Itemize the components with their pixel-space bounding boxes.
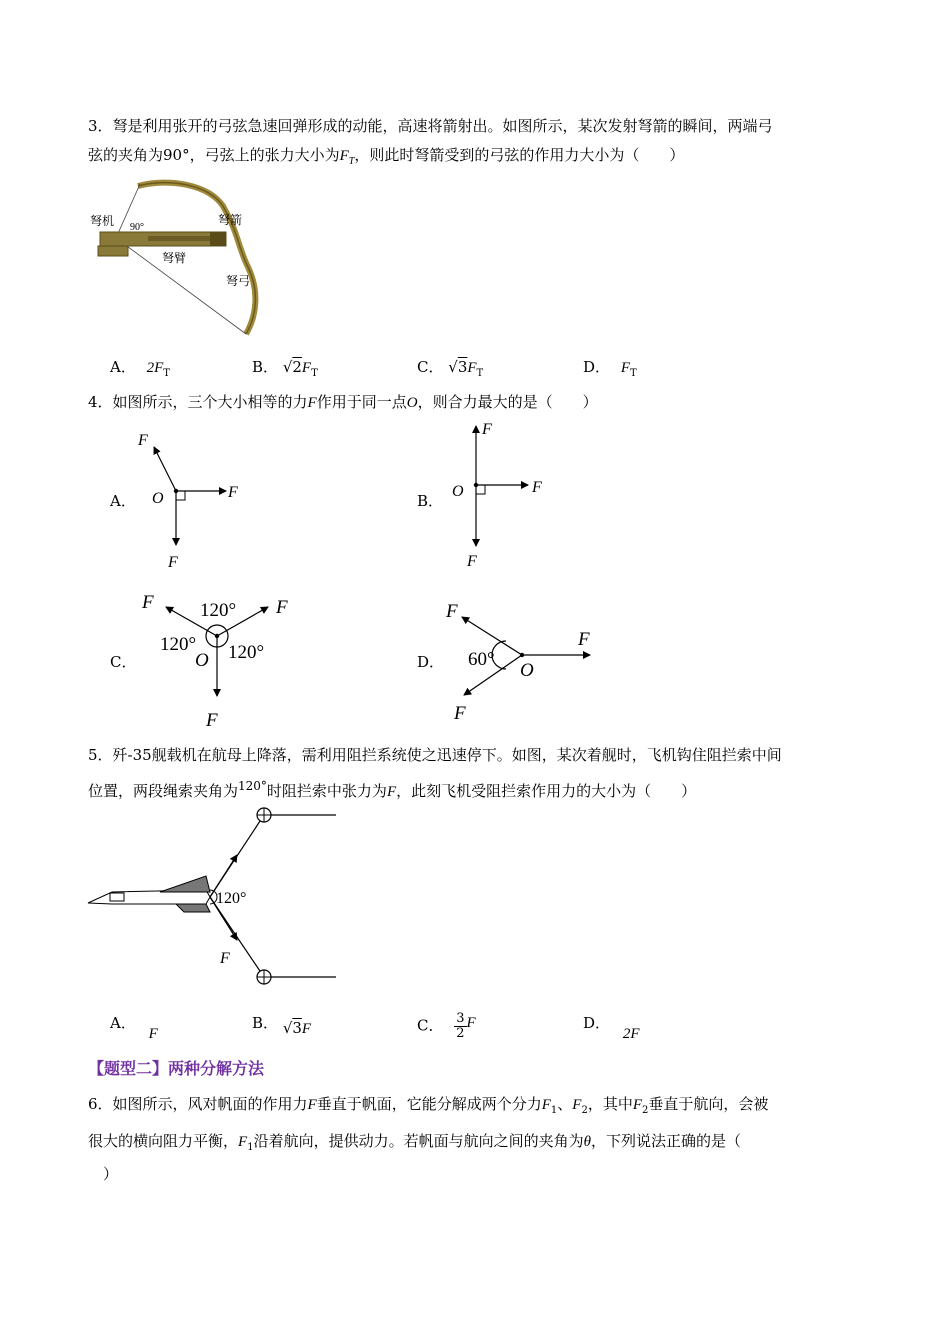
label-o: O <box>195 650 209 671</box>
q6-f1-sub: 1 <box>550 1105 558 1116</box>
q6-f2: F <box>632 1097 643 1113</box>
option-b-root: 3 <box>292 1019 302 1037</box>
label-arrow: 弩箭 <box>218 213 243 227</box>
q6-f1: F <box>541 1097 551 1113</box>
q4-figure-d <box>440 595 610 730</box>
option-d-val: 2F <box>622 1026 640 1042</box>
q6-text-b: 垂直于帆面，它能分解成两个分力 <box>316 1095 542 1113</box>
label-f: F <box>168 554 178 571</box>
arresting-cable-figure <box>88 800 348 990</box>
q4-var-o: O <box>406 395 418 411</box>
q4-stem-c: ，则合力最大的是（ ） <box>417 393 598 411</box>
label-f: F <box>454 703 466 724</box>
fraction-numerator: 3 <box>456 1011 465 1026</box>
q3-stem-line1: 3．弩是利用张开的弓弦急速回弹形成的动能，高速将箭射出。如图所示，某次发射弩箭的瞬间，两端弓 <box>88 117 773 135</box>
q5-stem-a: 位置，两段绳索夹角为 <box>88 782 239 800</box>
option-c-sub: T <box>476 368 484 379</box>
label-o: O <box>520 660 534 681</box>
q3-option-d[interactable] <box>583 356 637 379</box>
q6-var-f: F <box>307 1097 317 1113</box>
point-o <box>215 634 219 638</box>
option-c-var: F <box>467 360 477 376</box>
option-label: D． <box>583 1014 611 1032</box>
q3-var-sub: T <box>348 156 355 167</box>
label-120: 120° <box>216 890 247 907</box>
label-o: O <box>452 483 464 500</box>
q3-var-f: F <box>339 148 349 164</box>
q5-option-a[interactable] <box>110 1012 158 1042</box>
q3-option-a[interactable] <box>110 356 170 379</box>
q6-text-e: 很大的横向阻力平衡， <box>88 1132 239 1150</box>
option-a-sub: T <box>163 368 170 379</box>
q6-text-f: 沿着航向，提供动力。若帆面与航向之间的夹角为 <box>253 1132 584 1150</box>
q6-text-d: 垂直于航向，会被 <box>648 1095 769 1113</box>
q6-stem-line3: ） <box>88 1165 119 1183</box>
q4-stem-b: 作用于同一点 <box>316 393 407 411</box>
point-o <box>174 489 178 493</box>
q4-option-c[interactable]: C． <box>110 653 137 671</box>
option-label: A． <box>110 358 136 376</box>
aircraft-cockpit <box>110 893 124 901</box>
force-arrow <box>154 447 176 491</box>
q5-stem-line1: 5．歼-35舰载机在航母上降落，需利用阻拦系统使之迅速停下。如图，某次着舰时，飞机钩住阻拦索中间 <box>88 746 782 764</box>
label-f: F <box>138 432 148 449</box>
q4-stem-a: 4．如图所示，三个大小相等的力 <box>88 393 308 411</box>
q5-stem-line2 <box>88 776 696 802</box>
option-label: A． <box>110 1014 136 1032</box>
q4-figure-a <box>130 425 260 575</box>
q6-text-a: 6．如图所示，风对帆面的作用力 <box>88 1095 308 1113</box>
sqrt-sign: √ <box>282 1019 293 1037</box>
option-d-var: F <box>620 360 630 376</box>
q4-option-d[interactable]: D． <box>417 653 445 671</box>
q5-var-f: F <box>386 784 397 800</box>
option-label: D． <box>583 358 611 376</box>
q3-stem-text-a: 弦的夹角为90°，弓弦上的张力大小为 <box>88 146 340 164</box>
option-b-sub: T <box>311 368 318 379</box>
label-jiji: 弩机 <box>90 214 115 228</box>
q6-f2-sub: 2 <box>581 1105 588 1116</box>
label-f: F <box>206 710 218 731</box>
aircraft-tail <box>176 904 210 912</box>
option-a-coef: 2 <box>146 360 155 376</box>
q4-figure-c <box>138 588 308 733</box>
option-a-var: F <box>154 360 164 376</box>
label-60: 60° <box>468 649 495 670</box>
label-120: 120° <box>228 642 265 663</box>
q5-option-b[interactable] <box>252 1012 312 1037</box>
q6-f1: F <box>238 1134 248 1150</box>
q3-stem-line2 <box>88 145 684 172</box>
crossbow-figure <box>88 172 278 337</box>
q6-text-c: ，其中 <box>587 1095 633 1113</box>
q3-option-b[interactable] <box>252 356 318 379</box>
option-label: C． <box>417 358 444 376</box>
label-f: F <box>276 597 288 618</box>
option-b-var: F <box>301 360 312 376</box>
label-bow: 弩弓 <box>226 274 251 288</box>
label-f: F <box>532 479 542 496</box>
point-o <box>520 653 524 657</box>
q4-option-b[interactable]: B． <box>417 492 444 510</box>
q5-option-c[interactable] <box>417 1012 476 1041</box>
q6-f1-sub: 1 <box>247 1142 254 1153</box>
label-90deg: 90° <box>130 222 144 233</box>
label-120: 120° <box>200 600 237 621</box>
label-f: F <box>228 484 238 501</box>
label-f: F <box>467 553 477 570</box>
q4-stem <box>88 392 598 413</box>
q5-angle: 120° <box>238 779 267 793</box>
label-120: 120° <box>160 634 197 655</box>
sqrt-sign: √ <box>282 358 293 376</box>
label-arm: 弩臂 <box>162 251 187 265</box>
label-f: F <box>578 629 590 650</box>
q4-var-f: F <box>307 395 317 411</box>
point-o <box>474 483 478 487</box>
label-o: O <box>152 490 164 507</box>
q6-f2: F <box>572 1097 582 1113</box>
q5-stem-b: 时阻拦索中张力为 <box>266 782 387 800</box>
q4-option-a[interactable]: A． <box>110 492 136 510</box>
bow-limb-shape <box>138 183 255 334</box>
q6-f2-sub: 2 <box>642 1105 649 1116</box>
aircraft-wing <box>160 876 210 892</box>
q6-text-g: ，下列说法正确的是（ <box>590 1132 741 1150</box>
option-c-val: F <box>466 1014 476 1031</box>
q6-theta: θ <box>583 1134 591 1150</box>
option-a-val: F <box>148 1026 158 1042</box>
option-b-root: 2 <box>292 358 302 376</box>
fraction-denominator: 2 <box>456 1026 465 1041</box>
q4-figure-b <box>440 418 570 578</box>
q3-stem-text-b: ，则此时弩箭受到的弓弦的作用力大小为（ ） <box>354 146 685 164</box>
sqrt-sign: √ <box>448 358 458 376</box>
option-c-root: 3 <box>457 358 468 376</box>
q6-stem-line1 <box>88 1094 768 1121</box>
option-b-val: F <box>301 1021 312 1037</box>
q3-option-c[interactable] <box>417 356 483 379</box>
label-f: F <box>142 592 154 613</box>
q6-stem-line2 <box>88 1131 741 1158</box>
label-f: F <box>482 421 492 438</box>
section-heading: 【题型二】两种分解方法 <box>88 1059 265 1078</box>
label-f: F <box>220 950 230 967</box>
option-d-sub: T <box>629 368 637 379</box>
q5-stem-c: ，此刻飞机受阻拦索作用力的大小为（ ） <box>396 782 697 800</box>
q5-option-d[interactable] <box>583 1012 640 1042</box>
q6-sep: 、 <box>557 1095 573 1113</box>
option-label: C． <box>417 1016 444 1035</box>
option-label: B． <box>252 358 279 376</box>
label-f: F <box>446 601 458 622</box>
option-label: B． <box>252 1014 279 1032</box>
